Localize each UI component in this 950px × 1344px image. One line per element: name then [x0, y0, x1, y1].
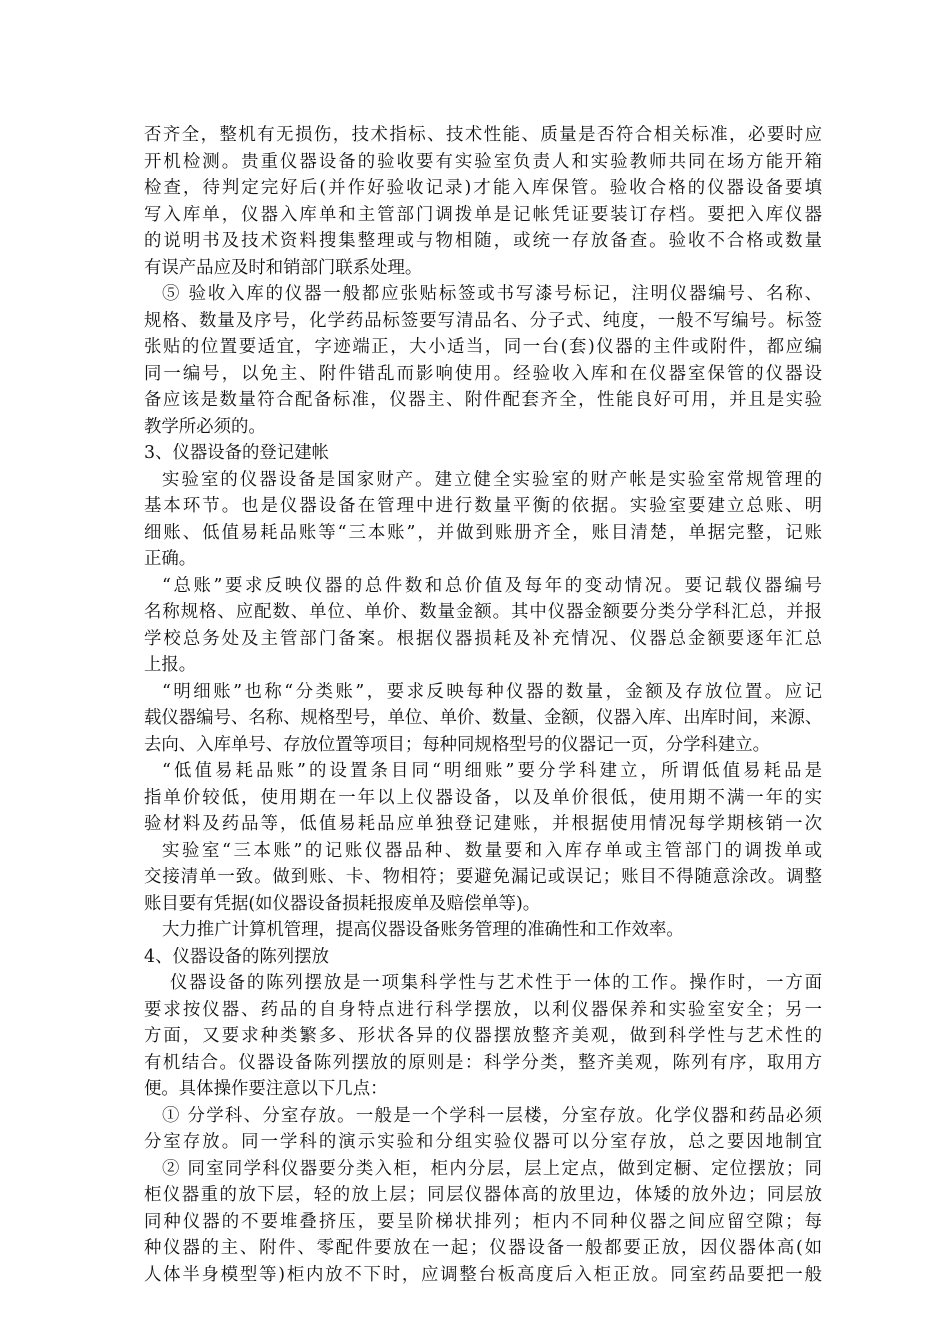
text-line: 张贴的位置要适宜，字迹端正，大小适当，同一台(套)仪器的主件或附件，都应编	[144, 337, 822, 357]
text-line: 写入库单，仪器入库单和主管部门调拨单是记帐凭证要装订存档。要把入库仪器	[144, 204, 822, 225]
text-line: 柜仪器重的放下层，轻的放上层；同层仪器体高的放里边，体矮的放外边；同层放	[144, 1185, 822, 1205]
text-line: 的说明书及技术资料搜集整理或与物相随，或统一存放备查。验收不合格或数量	[144, 231, 822, 251]
text-line: 细账、低值易耗品账等“三本账”，并做到账册齐全，账目清楚，单据完整，记账	[144, 522, 822, 543]
text-line: 便。具体操作要注意以下几点：	[144, 1079, 388, 1099]
text-line: 名称规格、应配数、单位、单价、数量金额。其中仪器金额要分类分学科汇总，并报	[144, 602, 822, 622]
text-line: 去向、入库单号、存放位置等项目；每种同规格型号的仪器记一页，分学科建立。	[144, 734, 771, 755]
text-line: “低值易耗品账”的设置条目同“明细账”要分学科建立，所谓低值易耗品是	[162, 761, 822, 781]
text-line: 同一编号，以免主、附件错乱而影响使用。经验收入库和在仪器室保管的仪器设	[144, 363, 822, 384]
text-line: “总账”要求反映仪器的总件数和总价值及每年的变动情况。要记载仪器编号	[162, 575, 822, 596]
text-line: 实验室“三本账”的记账仪器品种、数量要和入库存单或主管部门的调拨单或	[162, 840, 822, 861]
text-line: 备应该是数量符合配备标准，仪器主、附件配套齐全，性能良好可用，并且是实验	[144, 390, 822, 410]
text-line: 教学所必须的。	[144, 416, 266, 437]
text-line: 分室存放。同一学科的演示实验和分组实验仪器可以分室存放，总之要因地制宜	[144, 1132, 822, 1152]
text-line: 载仪器编号、名称、规格型号，单位、单价、数量、金额，仪器入库、出库时间，来源、	[144, 708, 823, 728]
text-line: 基本环节。也是仪器设备在管理中进行数量平衡的依据。实验室要建立总账、明	[144, 496, 822, 516]
text-line: 要求按仪器、药品的自身特点进行科学摆放，以利仪器保养和实验室安全；另一	[144, 999, 822, 1020]
text-line: ① 分学科、分室存放。一般是一个学科一层楼，分室存放。化学仪器和药品必须	[162, 1105, 822, 1126]
text-line: 仪器设备的陈列摆放是一项集科学性与艺术性于一体的工作。操作时，一方面	[170, 973, 822, 993]
text-line: 大力推广计算机管理，提高仪器设备账务管理的准确性和工作效率。	[162, 920, 684, 940]
text-line: 学校总务处及主管部门备案。根据仪器损耗及补充情况、仪器总金额要逐年汇总	[144, 628, 822, 649]
text-line: 人体半身模型等)柜内放不下时，应调整台板高度后入柜正放。同室药品要把一般	[144, 1264, 822, 1285]
text-line: 上报。	[144, 655, 197, 675]
text-line: 规格、数量及序号，化学药品标签要写清品名、分子式、纯度，一般不写编号。标签	[144, 310, 822, 331]
text-line: 验材料及药品等，低值易耗品应单独登记建账，并根据使用情况每学期核销一次	[144, 814, 822, 834]
document-body	[144, 122, 822, 1288]
text-line: 开机检测。贵重仪器设备的验收要有实验室负责人和实验教师共同在场方能开箱	[144, 151, 822, 172]
text-line: 有机结合。仪器设备陈列摆放的原则是：科学分类，整齐美观，陈列有序，取用方	[144, 1052, 822, 1073]
text-line: 指单价较低，使用期在一年以上仪器设备，以及单价很低，使用期不满一年的实	[144, 787, 822, 808]
text-line: 正确。	[144, 549, 197, 569]
text-line: 账目要有凭据(如仪器设备损耗报废单及赔偿单等)。	[144, 893, 541, 914]
text-line: 4、仪器设备的陈列摆放	[144, 946, 329, 967]
text-line: 实验室的仪器设备是国家财产。建立健全实验室的财产帐是实验室常规管理的	[162, 469, 822, 490]
text-line: 同种仪器的不要堆叠挤压，要呈阶梯状排列；柜内不同种仪器之间应留空隙；每	[144, 1211, 822, 1232]
text-line: “明细账”也称“分类账”，要求反映每种仪器的数量，金额及存放位置。应记	[162, 681, 822, 702]
text-line: 3、仪器设备的登记建帐	[144, 443, 329, 463]
text-line: ② 同室同学科仪器要分类入柜，柜内分层，层上定点，做到定橱、定位摆放；同	[162, 1158, 822, 1179]
text-line: 方面，又要求种类繁多、形状各异的仪器摆放整齐美观，做到科学性与艺术性的	[144, 1026, 822, 1046]
text-line: 交接清单一致。做到账、卡、物相符；要避免漏记或误记；账目不得随意涂改。调整	[144, 867, 822, 887]
text-line: 有误产品应及时和销部门联系处理。	[144, 257, 423, 278]
text-line: 否齐全，整机有无损伤，技术指标、技术性能、质量是否符合相关标准，必要时应	[144, 125, 822, 145]
text-line: 检查，待判定完好后(并作好验收记录)才能入库保管。验收合格的仪器设备要填	[144, 178, 822, 198]
text-line: 种仪器的主、附件、零配件要放在一起；仪器设备一般都要正放，因仪器体高(如	[144, 1238, 822, 1258]
text-line: ⑤ 验收入库的仪器一般都应张贴标签或书写漆号标记，注明仪器编号、名称、	[162, 284, 822, 304]
